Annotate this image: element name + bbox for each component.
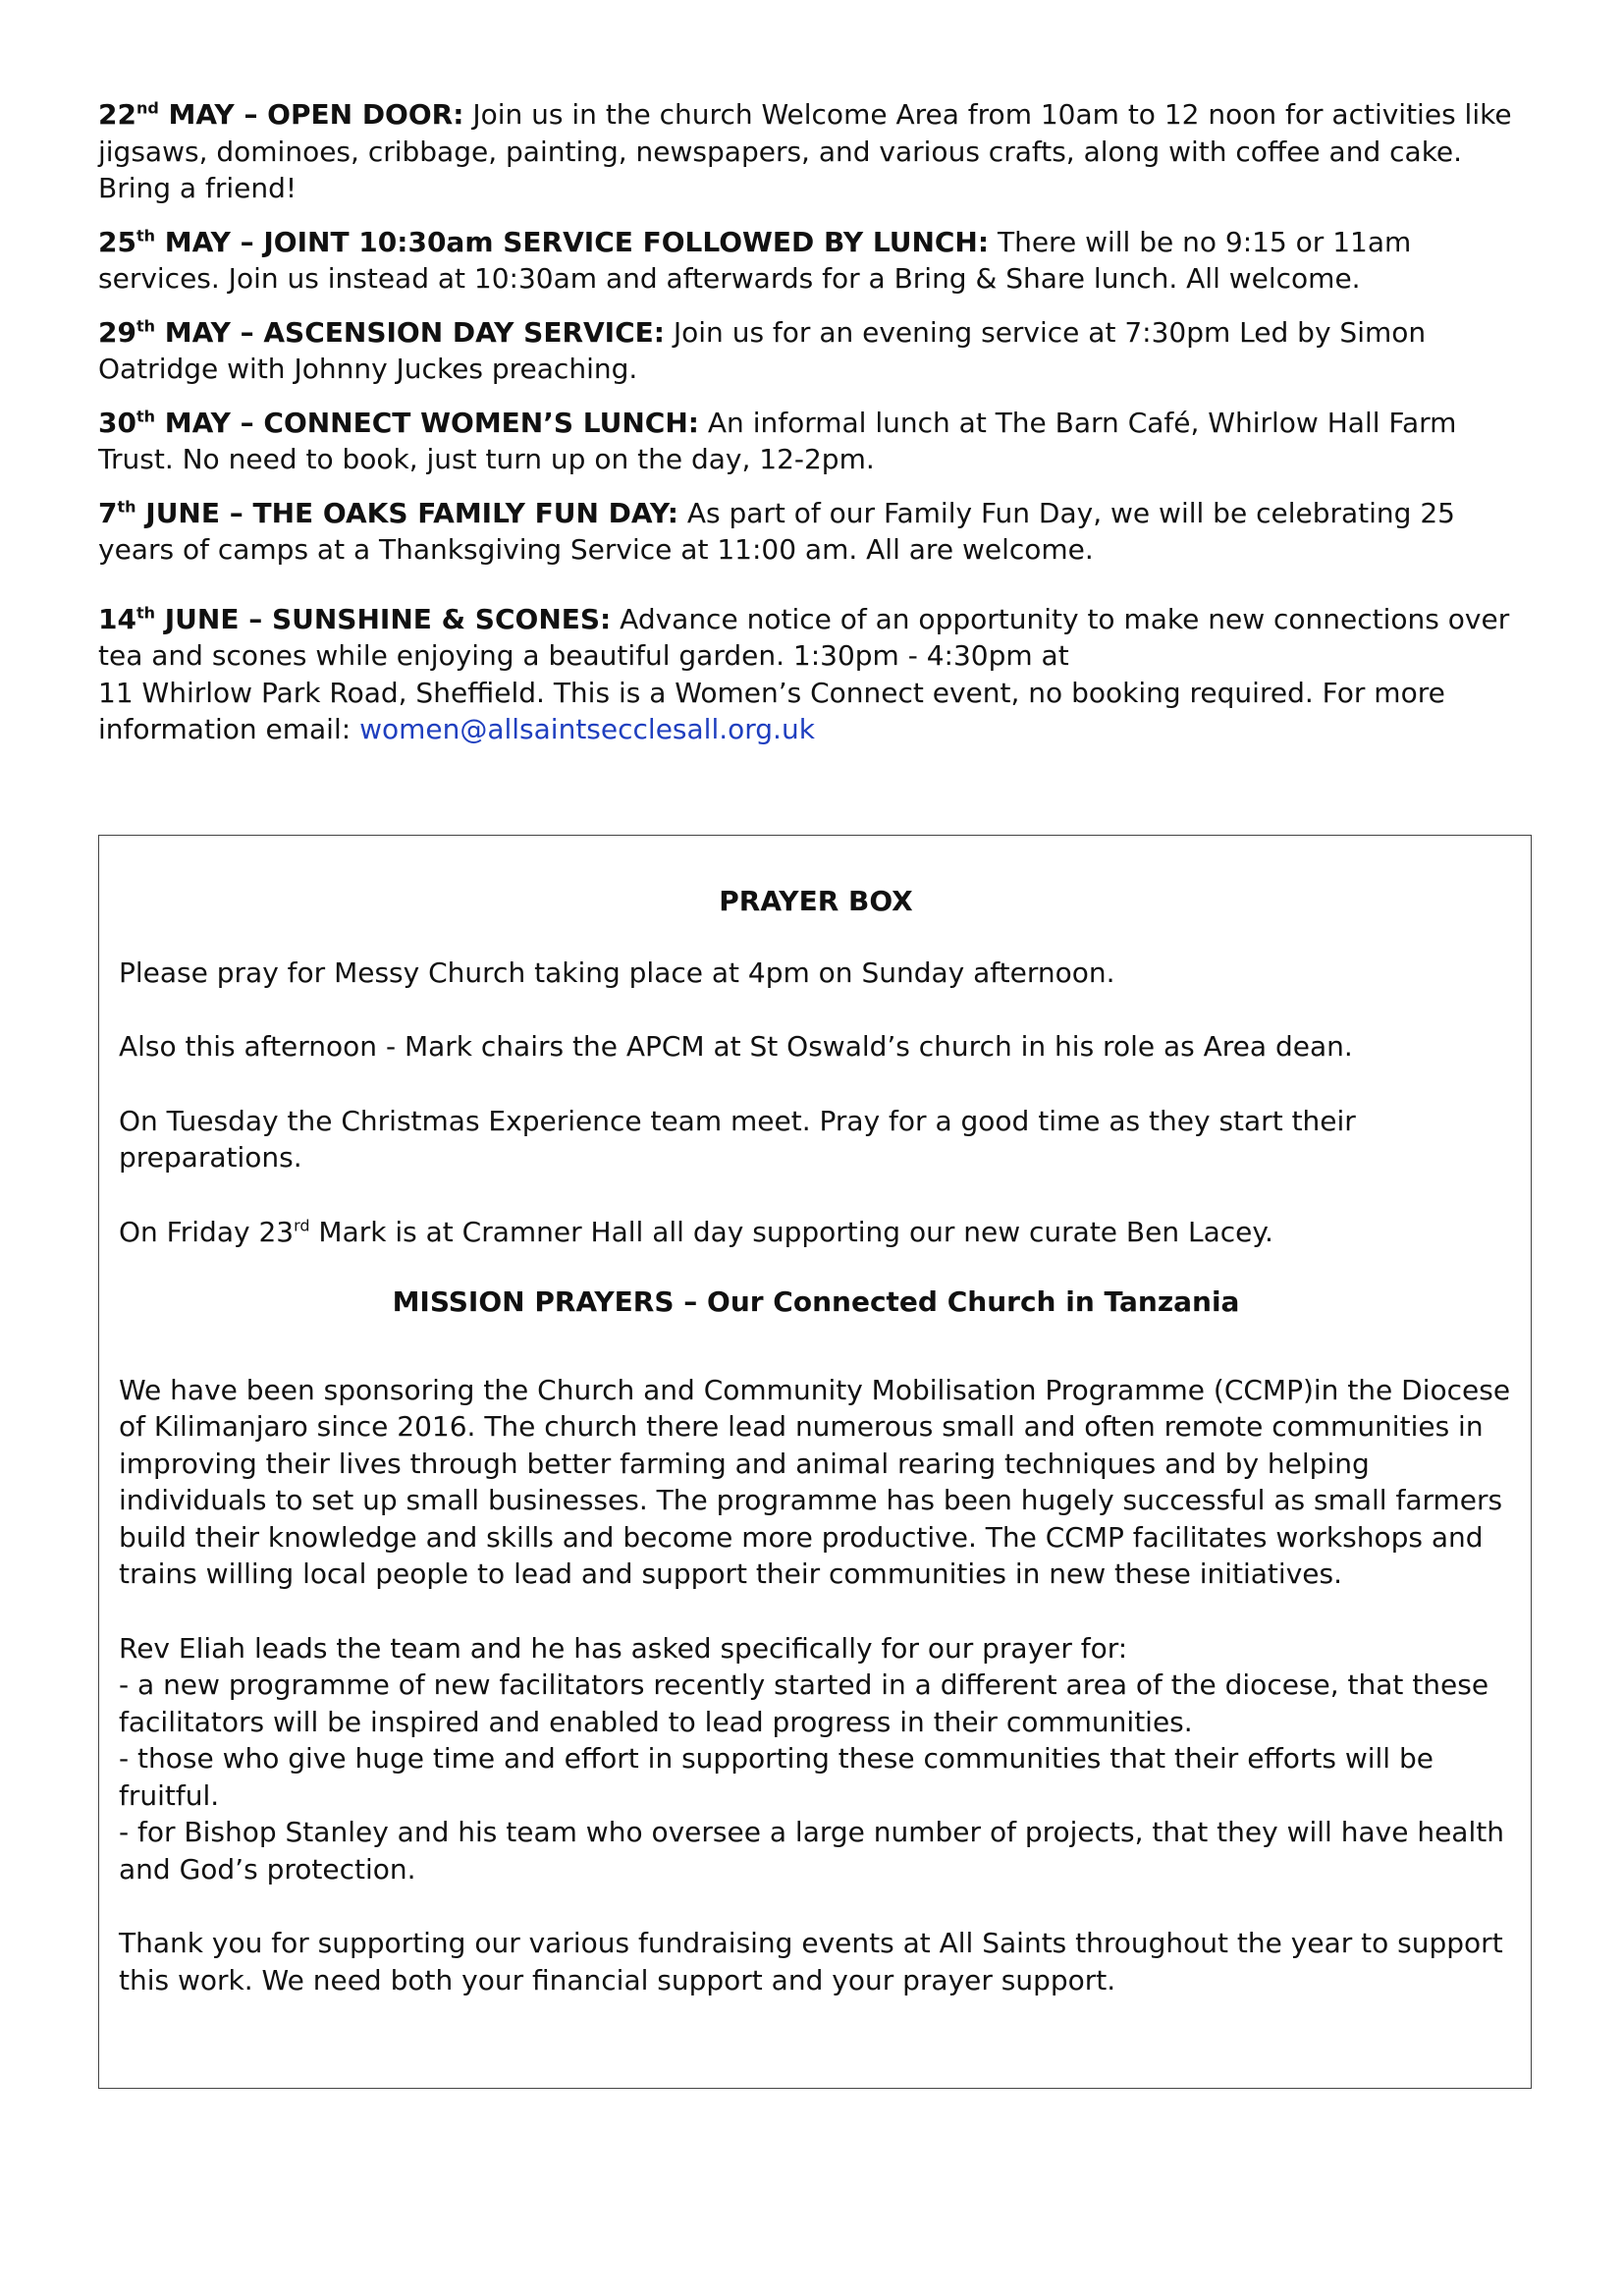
event-description: An informal lunch at The Barn Café, Whirlow Hall Farm Trust. No need to book, just turn up on the day, 12-2pm. — [98, 406, 1457, 475]
event-date: 25th — [98, 225, 156, 258]
prayer-requests-intro: Rev Eliah leads the team and he has asked specifically for our prayer for: — [119, 1631, 1128, 1665]
event-title: JUNE – THE OAKS FAMILY FUN DAY: — [135, 496, 678, 529]
events-list — [98, 96, 1532, 765]
event-title: JUNE – SUNSHINE & SCONES: — [155, 602, 612, 635]
event-date: 30th — [98, 406, 156, 439]
event-title: MAY – OPEN DOOR: — [158, 98, 464, 131]
list-item: - a new programme of new facilitators recently started in a different area of the diocese, that these facilitators will be inspired and enabled to lead progress in their communities. — [119, 1668, 1489, 1738]
prayer-cramner-hall: On Friday 23rd Mark is at Cramner Hall all day supporting our new curate Ben Lacey. — [119, 1215, 1273, 1248]
prayer-messy-church: Please pray for Messy Church taking place at 4pm on Sunday afternoon. — [119, 956, 1115, 989]
event-description: As part of our Family Fun Day, we will be celebrating 25 years of camps at a Thanksgiving Service at 11:00 am. All are welcome. — [98, 496, 1455, 566]
event-title: MAY – JOINT 10:30am SERVICE FOLLOWED BY LUNCH: — [155, 225, 990, 258]
mission-prayers-heading: MISSION PRAYERS – Our Connected Church in Tanzania — [392, 1285, 1240, 1318]
list-item: - those who give huge time and effort in supporting these communities that their efforts will be fruitful. — [119, 1742, 1434, 1812]
prayer-christmas-experience: On Tuesday the Christmas Experience team meet. Pray for a good time as they start their preparations. — [119, 1104, 1356, 1174]
event-womens-lunch — [98, 405, 1532, 478]
event-date: 29th — [98, 315, 156, 349]
event-description: There will be no 9:15 or 11am services. Join us instead at 10:30am and afterwards for a Bring & Share lunch. All welcome. — [98, 225, 1412, 295]
event-description: Advance notice of an opportunity to make new connections over tea and scones while enjoying a beautiful garden. 1:30pm - 4:30pm at 11 Whirlow Park Road, Sheffield. This is a Women’s Connect event, no booking required. For more information email: — [98, 602, 1510, 745]
event-ascension-day — [98, 314, 1532, 388]
event-date: 22nd — [98, 98, 159, 131]
prayer-box-content — [119, 883, 1513, 2036]
email-link[interactable]: women@allsaintsecclesall.org.uk — [359, 713, 815, 745]
event-title: MAY – ASCENSION DAY SERVICE: — [155, 315, 665, 349]
prayer-apcm: Also this afternoon - Mark chairs the APCM at St Oswald’s church in his role as Area dean. — [119, 1030, 1353, 1063]
event-family-fun-day — [98, 495, 1532, 569]
thanks-paragraph: Thank you for supporting our various fundraising events at All Saints throughout the year to support this work. We need both your financial support and your prayer support. — [119, 1927, 1503, 1996]
event-date: 14th — [98, 602, 156, 635]
event-sunshine-scones — [98, 601, 1532, 748]
event-description: Join us in the church Welcome Area from 10am to 12 noon for activities like jigsaws, dominoes, cribbage, painting, newspapers, and various crafts, along with coffee and cake. Bring a friend! — [98, 98, 1512, 204]
event-joint-service — [98, 224, 1532, 298]
event-title: MAY – CONNECT WOMEN’S LUNCH: — [155, 406, 699, 439]
list-item: - for Bishop Stanley and his team who oversee a large number of projects, that they will have health and God’s protection. — [119, 1816, 1504, 1886]
prayer-box — [98, 835, 1532, 2089]
event-open-door — [98, 96, 1532, 207]
event-description: Join us for an evening service at 7:30pm Led by Simon Oatridge with Johnny Juckes preaching. — [98, 315, 1427, 385]
prayer-box-heading: PRAYER BOX — [719, 885, 913, 917]
mission-paragraph: We have been sponsoring the Church and Community Mobilisation Programme (CCMP)in the Diocese of Kilimanjaro since 2016. The church there lead numerous small and often remote communities in improving their lives through better farming and animal rearing techniques and by helping individuals to set up small businesses. The programme has been hugely successful as small farmers build their knowledge and skills and become more productive. The CCMP facilitates workshops and trains willing local people to lead and support their communities in new these initiatives. — [119, 1373, 1511, 1590]
prayer-requests — [119, 1630, 1513, 1888]
event-date: 7th — [98, 496, 136, 529]
